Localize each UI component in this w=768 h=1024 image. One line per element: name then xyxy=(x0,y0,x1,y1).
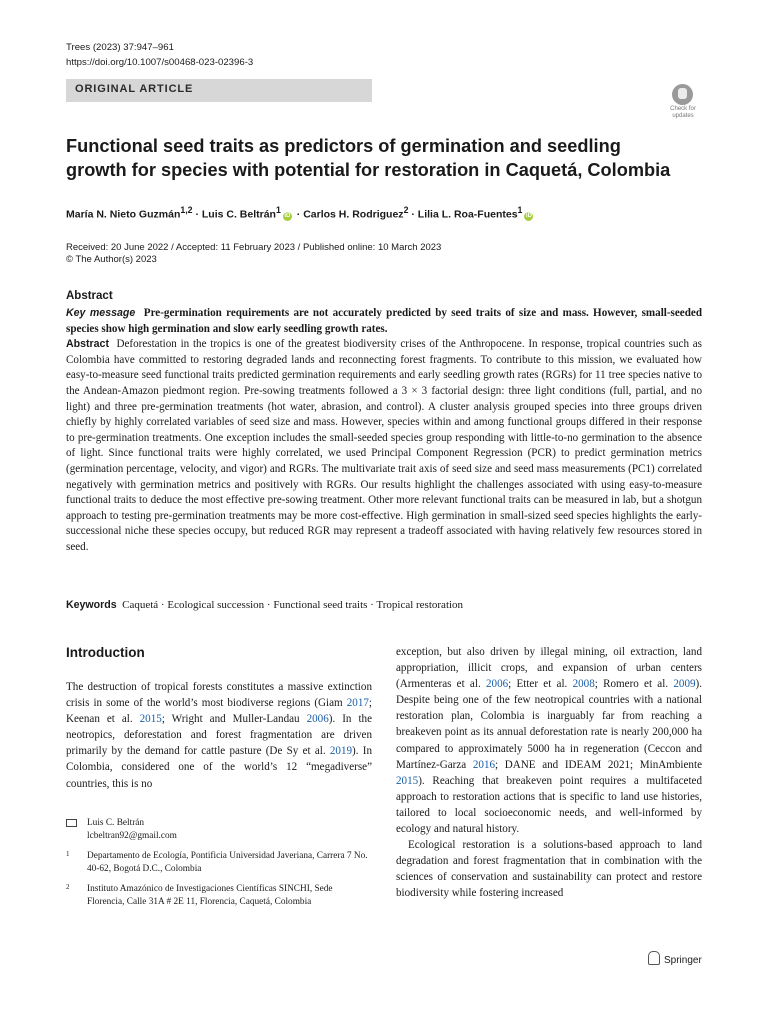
abstract-body xyxy=(66,306,702,556)
key-message-label: Key message xyxy=(66,307,136,319)
article-title: Functional seed traits as predictors of germination and seedling growth for species with potential for restoration in Caquetá, Colombia xyxy=(66,136,671,180)
author-name[interactable]: Lilia L. Roa-Fuentes xyxy=(417,208,518,221)
check-for-updates-line2: updates xyxy=(672,113,694,119)
envelope-icon xyxy=(66,819,77,827)
introduction-heading: Introduction xyxy=(66,645,145,660)
check-for-updates-line1: Check for xyxy=(670,106,696,112)
author-list: María N. Nieto Guzmán$^{1,2}$ · Luis C. Beltrán$^1$iD · Carlos H. Rodriguez$^2$ · Lilia L. Roa-Fuentes$^1$iD xyxy=(66,205,532,221)
key-message xyxy=(66,306,702,337)
abstract-paragraph xyxy=(66,337,702,555)
citation-link[interactable]: 2006 xyxy=(485,678,509,691)
author-affiliation: 1 xyxy=(517,205,523,215)
author-name[interactable]: Luis C. Beltrán xyxy=(201,208,276,221)
corresponding-name: Luis C. Beltrán xyxy=(87,818,145,828)
intro-paragraph xyxy=(396,644,702,837)
body-text: ; Keenan et al. xyxy=(66,697,372,726)
intro-paragraph: Ecological restoration is a solutions-based approach to land degradation and forest fragmentation that in combination with the sciences of conservation and sustainability can protect and restore biodiversity while fostering increased xyxy=(396,839,702,900)
article-type-bar xyxy=(66,79,372,102)
citation-link[interactable]: 2017 xyxy=(346,697,369,710)
abstract-heading: Abstract xyxy=(66,290,113,302)
springer-horse-icon xyxy=(648,951,660,965)
orcid-icon[interactable]: iD xyxy=(525,212,532,219)
affiliation-text: Departamento de Ecología, Pontificia Universidad Javeriana, Carrera 7 No. 40-62, Bogotá D.C., Colombia xyxy=(87,851,368,874)
citation-link[interactable]: 2016 xyxy=(472,758,496,771)
key-message-text: Pre-germination requirements are not accurately predicted by seed traits of size and mass. However, small-seeded species show high germination and slow early seedling growth rates. xyxy=(66,307,702,335)
intro-left-column xyxy=(66,679,372,792)
doi-link[interactable]: https://doi.org/10.1007/s00468-023-02396-3 xyxy=(66,57,254,68)
author-name[interactable]: Carlos H. Rodriguez xyxy=(303,208,404,221)
corresponding-email[interactable]: lcbeltran92@gmail.com xyxy=(87,831,177,841)
publisher-name: Springer xyxy=(664,955,702,966)
corresponding-author xyxy=(66,817,372,843)
citation-link[interactable]: 2006 xyxy=(306,713,329,726)
affiliation-2 xyxy=(66,883,372,909)
affiliation-1 xyxy=(66,850,372,876)
keywords xyxy=(66,598,702,613)
journal-citation: Trees (2023) 37:947–961 xyxy=(66,42,174,53)
affiliation-marker: 1 xyxy=(66,850,70,858)
body-text: ). Despite being one of the few neotropical countries with a national restoration plan, Colombia is inarguably far from reaching a breakeven point as its annual deforestation rate is nearly 200,000 ha compared to approximately 5000 ha in regeneration (Ceccon and Martínez-Garza xyxy=(396,678,702,771)
citation-link[interactable]: 2015 xyxy=(139,713,162,726)
journal-citation-block xyxy=(66,40,253,70)
check-for-updates-badge[interactable] xyxy=(664,84,702,124)
body-text: ). Reaching that breakeven point requires a multifaceted approach to restoration actions that is specific to land use histories, tailored to local socioeconomic needs, and well-informed by ecology and natural history. xyxy=(396,774,702,836)
author-name[interactable]: María N. Nieto Guzmán xyxy=(66,208,181,221)
body-text: ; Romero et al. xyxy=(594,678,674,691)
body-text: ). In the neotropics, deforestation and forest fragmentation are driven primarily by the demand for cattle pasture (De Sy et al. xyxy=(66,713,373,758)
body-text: ). In Colombia, considered one of the world’s 12 “megadiverse” countries, this is no xyxy=(66,745,372,790)
citation-link[interactable]: 2008 xyxy=(572,678,595,691)
article-type-label: ORIGINAL ARTICLE xyxy=(75,83,194,95)
author-affiliation: 2 xyxy=(403,205,409,215)
publication-dates xyxy=(66,242,441,266)
body-text: exception, but also driven by illegal mining, oil extraction, land appropriation, illicit crops, and expansion of urban centers (Armenteras et al. xyxy=(396,646,702,691)
abstract-text: Deforestation in the tropics is one of the greatest biodiversity crises of the Anthropocene. In response, tropical countries such as Colombia have committed to restoring degraded lands and reconnecting forest fragments. To contribute to this mission, we evaluated how easy-to-measure seed functional traits predicted germination requirements and early seedling growth rates (RGRs) for 11 tree species native to the Andean-Amazon piedmont region. Pre-sowing treatments followed a 3 × 3 factorial design: three light conditions (full, partial, and no light) and three pre-germination treatments (hot water, abrasion, and control). A cluster analysis grouped species into three groups driven chiefly by highly correlated variables of seed size and mass. However, species within and among functional groups differed in their response to pre-germination treatments. One exception includes the small-seeded species group responding with little-to-no germination to the absence of light. Since functional traits were highly correlated, we used Principal Component Regression (PCR) to predict germination metrics (germination percentage, velocity, and vigor) and RGRs. The multivariate trait axis of seed size and seed mass measurements (PC1) correlated negatively with germination metrics and positively with RGRs. Our results highlight the challenges associated with using easy-to-measure functional traits to deduce the most effective pre-sowing treatment. Other more relevant functional traits can be measured in lab, but a shotgun approach to testing pre-germination treatments may be more cost-effective. High germination in small-sized seed species highlights the early-successional niche these species occupy, but reduced RGR may represent a tradeoff associated with having relatively few resources stored in seed. xyxy=(66,338,702,553)
check-for-updates-icon xyxy=(672,84,693,105)
copyright: © The Author(s) 2023 xyxy=(66,254,157,265)
body-text: The destruction of tropical forests constitutes a massive extinction crisis in some of the world’s most biodiverse regions (Giam xyxy=(66,681,372,710)
body-text: ; Etter et al. xyxy=(508,678,573,691)
body-text: ; Wright and Muller-Landau xyxy=(161,713,307,726)
citation-link[interactable]: 2019 xyxy=(329,745,353,758)
orcid-icon[interactable]: iD xyxy=(284,212,291,219)
citation-link[interactable]: 2015 xyxy=(396,774,419,787)
history-dates: Received: 20 June 2022 / Accepted: 11 February 2023 / Published online: 10 March 2023 xyxy=(66,242,442,253)
citation-link[interactable]: 2009 xyxy=(673,678,696,691)
abstract-label: Abstract xyxy=(66,338,109,351)
footnotes xyxy=(66,817,372,916)
affiliation-marker: 2 xyxy=(66,883,70,891)
intro-right-column xyxy=(396,644,702,902)
publisher-logo xyxy=(648,951,702,968)
author-affiliation: 1,2 xyxy=(180,205,193,215)
keywords-label: Keywords xyxy=(66,599,117,611)
body-text: ; DANE and IDEAM 2021; MinAmbiente xyxy=(495,758,702,771)
affiliation-text: Instituto Amazónico de Investigaciones Científicas SINCHI, Sede Florencia, Calle 31A # 2E 11, Florencia, Caquetá, Colombia xyxy=(87,884,333,907)
author-affiliation: 1 xyxy=(275,205,281,215)
keywords-text: Caquetá · Ecological succession · Functional seed traits · Tropical restoration xyxy=(122,599,464,611)
